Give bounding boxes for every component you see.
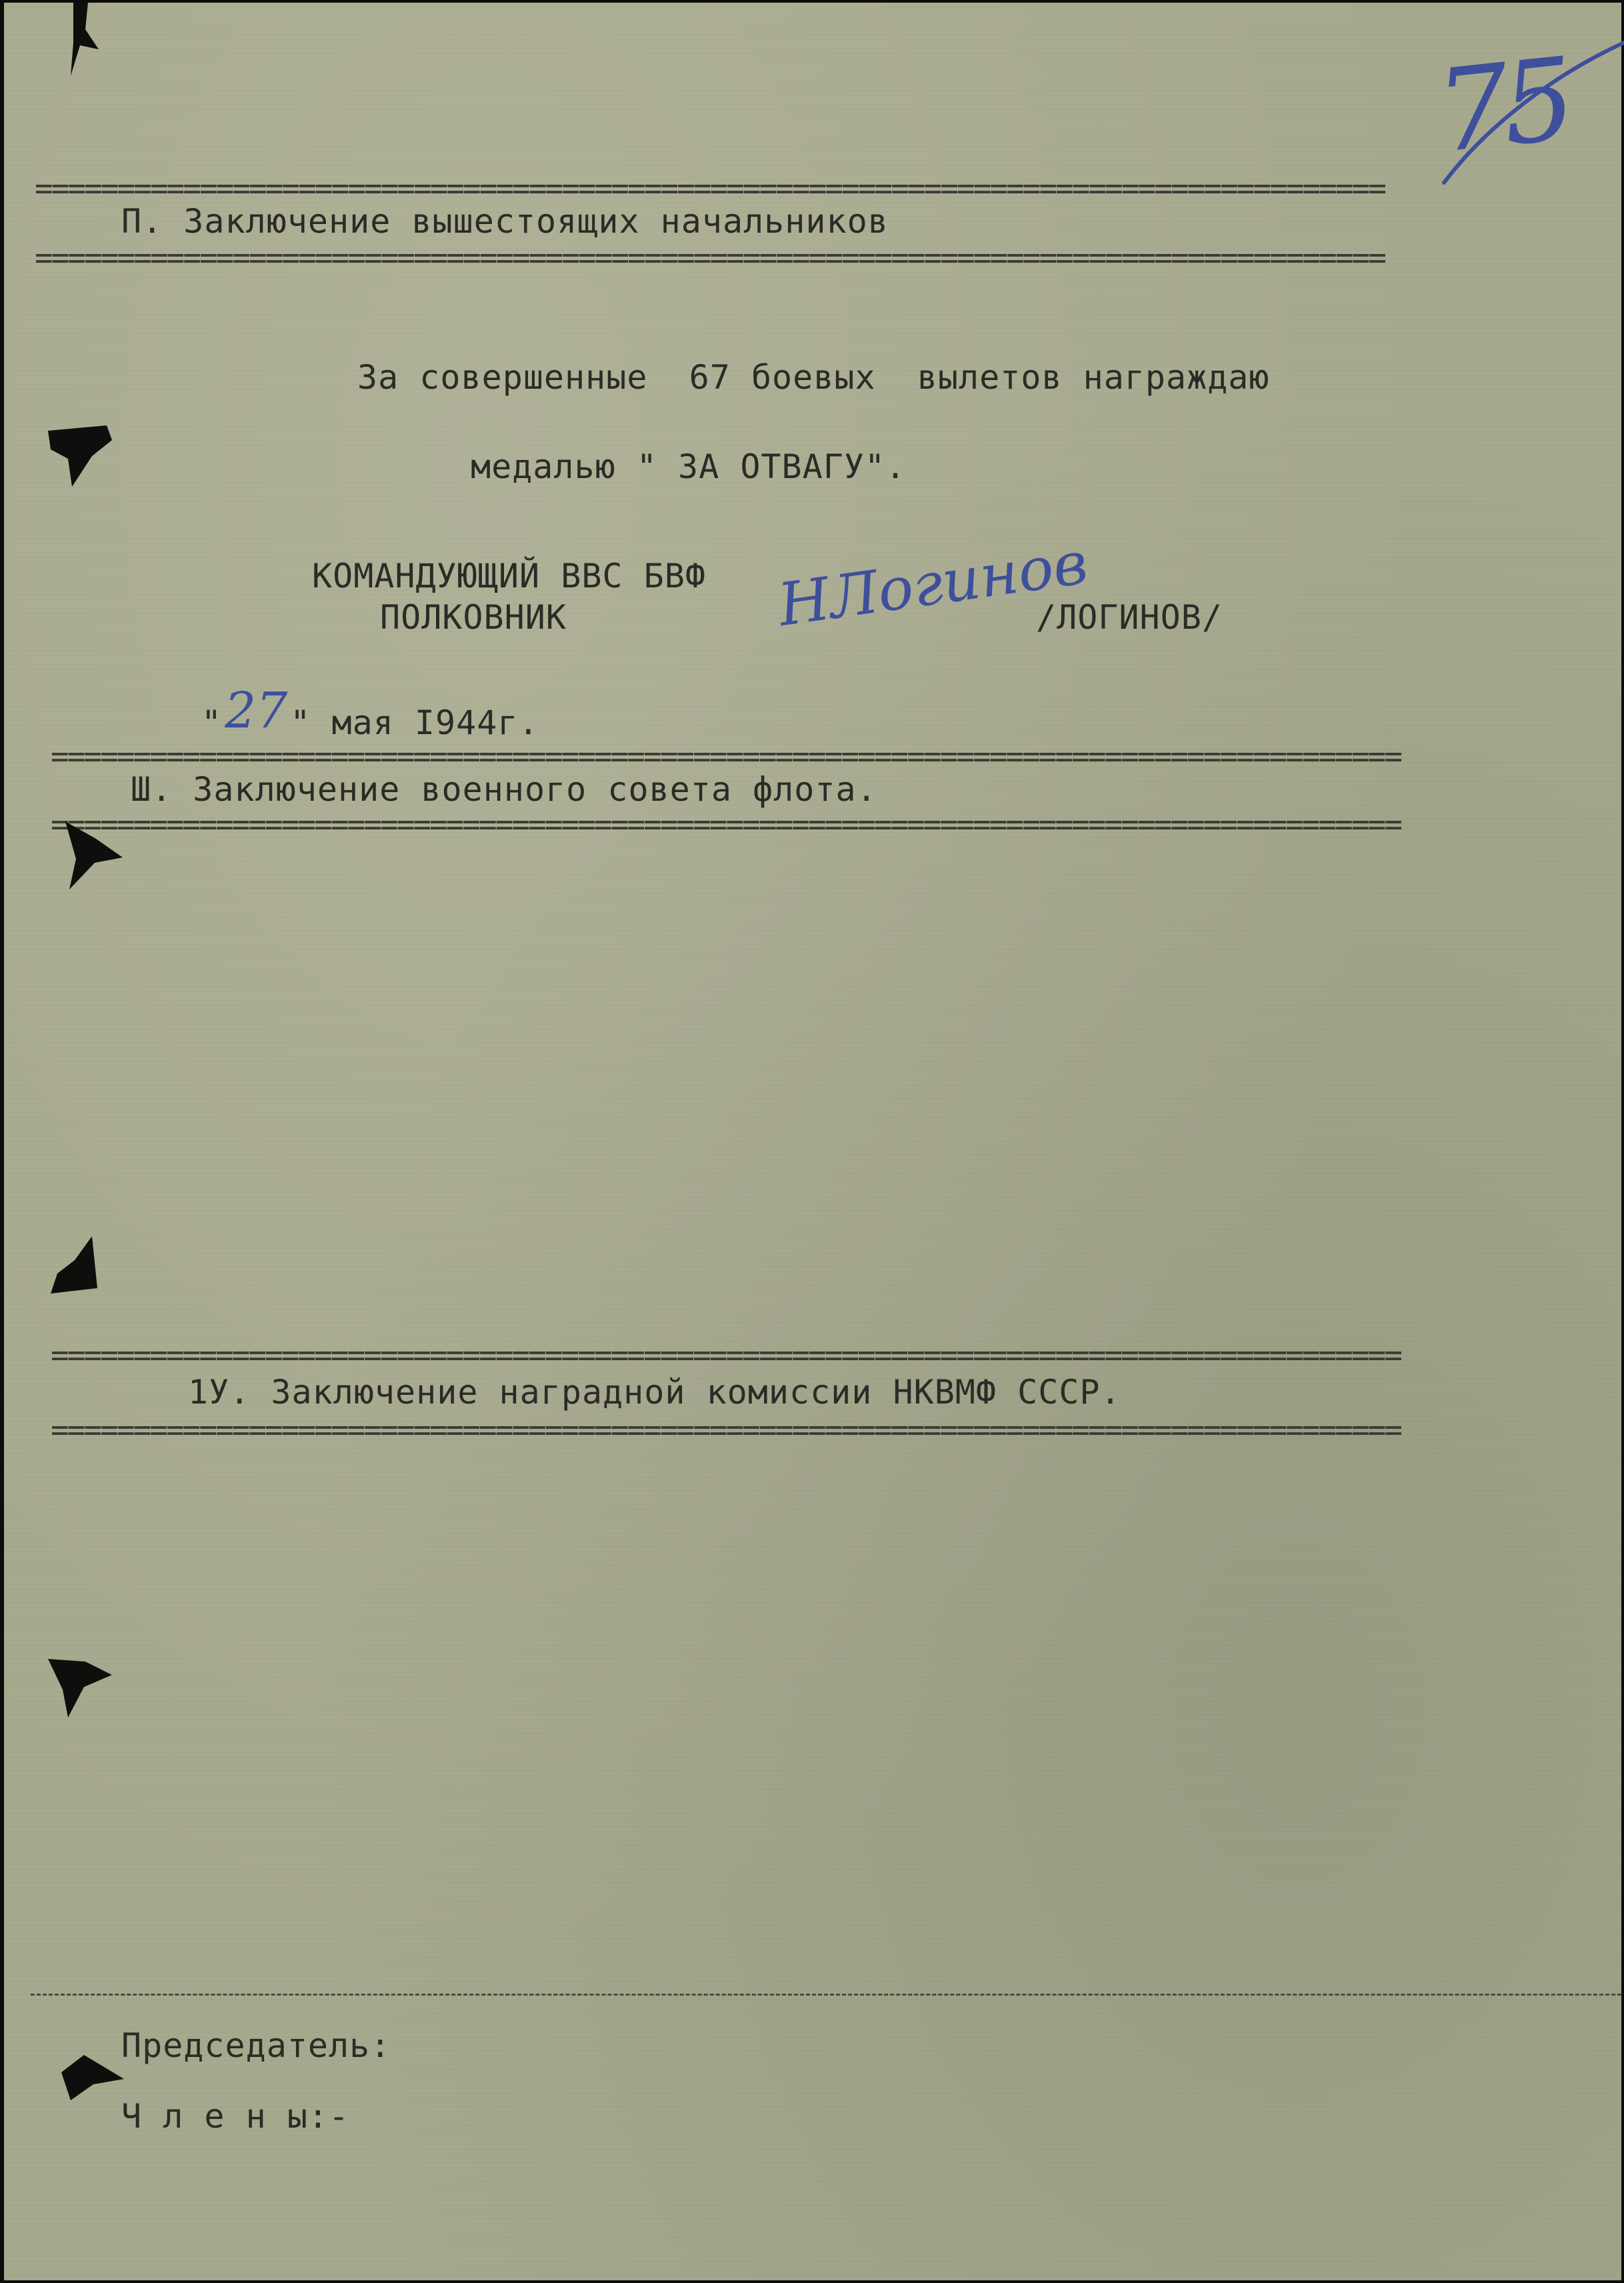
section-4-heading: 1У. Заключение наградной комиссии НКВМФ СССР. (188, 1373, 1121, 1412)
rule-line: ================================================================================== (35, 239, 1385, 275)
sheet-number: 75 (1431, 33, 1575, 179)
date-rest: " мая I944г. (290, 703, 539, 742)
binding-hole-icon (56, 819, 129, 892)
award-text-line-2: медалью " ЗА ОТВАГУ". (471, 447, 907, 486)
commission-divider (31, 1994, 1621, 1996)
rule-line: ================================================================================== (51, 806, 1401, 842)
date-day: 27 (225, 682, 288, 739)
section-3-heading: Ш. Заключение военного совета флота. (131, 770, 877, 809)
date-open-quote: " (201, 703, 223, 742)
chairman-label: Председатель: (121, 2026, 391, 2065)
signer-name: /ЛОГИНОВ/ (1036, 598, 1223, 637)
binding-hole-icon (59, 3, 105, 83)
rule-line: ================================================================================== (51, 1412, 1401, 1448)
binding-hole-icon (45, 1654, 119, 1720)
signature: НЛогинов (774, 528, 1092, 639)
signer-title-2: ПОЛКОВНИК (380, 598, 567, 637)
signer-title-1: КОМАНДУЮЩИЙ ВВС БВФ (312, 557, 706, 595)
paper-sheet (4, 3, 1621, 2280)
rule-line: ================================================================================== (35, 170, 1385, 206)
binding-hole-icon (44, 1231, 111, 1298)
sheet-number-stroke-icon (1431, 29, 1624, 203)
award-text-line-1: За совершенные 67 боевых вылетов награждаю (357, 358, 1270, 397)
date-line (201, 682, 539, 742)
section-2-heading: П. Заключение вышестоящих начальников (121, 202, 889, 241)
binding-hole-icon (45, 423, 119, 489)
rule-line: ================================================================================== (51, 738, 1401, 774)
binding-hole-icon (57, 2050, 131, 2103)
rule-line: ================================================================================== (51, 1337, 1401, 1373)
members-label: Ч л е н ы:- (121, 2097, 350, 2136)
